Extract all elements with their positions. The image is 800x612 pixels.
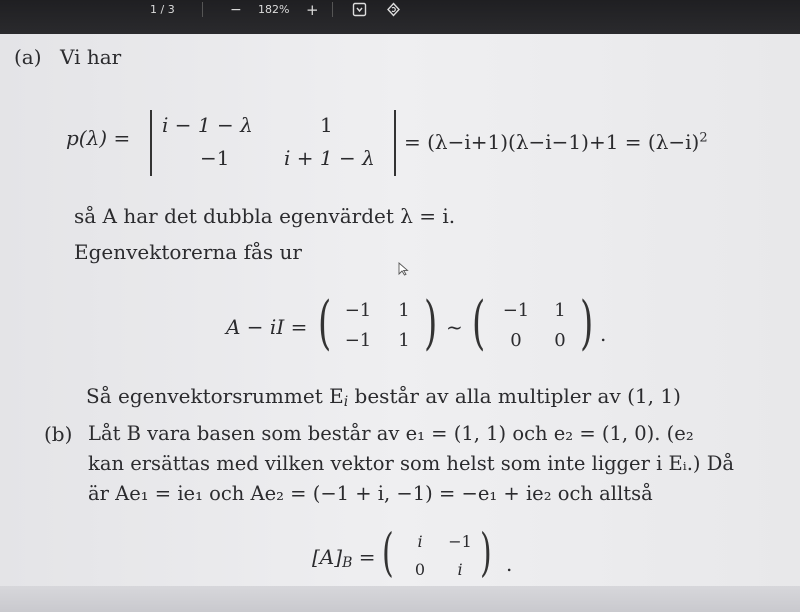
m3-r1c2: −1: [448, 532, 472, 551]
m1-r2c1: −1: [344, 330, 372, 351]
equals-sign: =: [352, 545, 376, 569]
matrix-period: .: [506, 552, 513, 576]
matrix1-right-paren: ): [424, 290, 438, 358]
determinant-bar-left: [150, 110, 152, 176]
part-a-intro: Vi har: [60, 45, 122, 69]
eigenspace-text: Så egenvektorsrummet E: [86, 384, 344, 408]
part-b-line3: är Ae₁ = ie₁ och Ae₂ = (−1 + i, −1) = −e₁ + ie₂ och alltså: [88, 482, 653, 505]
determinant-bar-right: [394, 110, 396, 176]
fit-page-icon[interactable]: [352, 2, 367, 17]
zoom-in-button[interactable]: +: [306, 1, 319, 19]
matrix1-left-paren: (: [318, 290, 332, 358]
similar-symbol: ~: [446, 315, 463, 339]
eigenspace-statement: [86, 384, 681, 410]
m3-r2c2: i: [457, 560, 463, 579]
toolbar-divider: [332, 2, 333, 17]
matrix-in-basis-lhs: [312, 545, 375, 571]
eigenspace-text-rest: består av alla multipler av (1, 1): [348, 384, 681, 408]
m2-r1c1: −1: [502, 300, 530, 321]
matrix2-left-paren: (: [472, 290, 486, 358]
eigenvalue-statement: så A har det dubbla egenvärdet λ = i.: [74, 204, 456, 228]
m2-r2c2: 0: [554, 330, 566, 351]
polynomial-expansion: = (λ−i+1)(λ−i−1)+1 = (λ−i): [404, 130, 700, 154]
part-b-line2: kan ersättas med vilken vektor som helst som inte ligger i Eᵢ.) Då: [88, 452, 734, 475]
m2-r2c1: 0: [510, 330, 522, 351]
basis-subscript: B: [342, 555, 353, 571]
matrix-A-bracket: [A]: [312, 545, 343, 569]
part-b-line1: Låt B vara basen som består av e₁ = (1, 1) och e₂ = (1, 0). (e₂: [88, 422, 694, 445]
bottom-strip: [0, 586, 800, 612]
matrix-equation-lhs: A − iI =: [226, 315, 308, 339]
equation-period: .: [600, 322, 607, 346]
pdf-page: [0, 34, 800, 612]
toolbar-divider: [202, 2, 203, 17]
eigenvector-intro: Egenvektorerna fås ur: [74, 240, 302, 264]
det-r1c2: 1: [320, 113, 333, 137]
page-indicator[interactable]: 1 / 3: [150, 3, 175, 16]
matrix3-left-paren: (: [382, 524, 394, 584]
matrix3-right-paren: ): [480, 524, 492, 584]
m1-r1c2: 1: [398, 300, 410, 321]
zoom-level[interactable]: 182%: [258, 3, 290, 16]
mouse-cursor-icon: [398, 262, 409, 276]
pdf-toolbar: [0, 0, 800, 34]
polynomial-exponent: 2: [699, 130, 708, 146]
det-r2c1: −1: [200, 146, 230, 170]
zoom-out-button[interactable]: −: [230, 2, 242, 18]
det-r2c2: i + 1 − λ: [284, 146, 375, 170]
m2-r1c2: 1: [554, 300, 566, 321]
det-r1c1: i − 1 − λ: [162, 113, 253, 137]
matrix2-right-paren: ): [580, 290, 594, 358]
part-b-label: (b): [44, 422, 73, 446]
m3-r1c1: i: [417, 532, 423, 551]
characteristic-polynomial-rhs: [404, 130, 708, 154]
part-a-label: (a): [14, 45, 42, 69]
m3-r2c1: 0: [414, 560, 426, 579]
m1-r1c1: −1: [344, 300, 372, 321]
rotate-icon[interactable]: [386, 2, 401, 17]
m1-r2c2: 1: [398, 330, 410, 351]
characteristic-polynomial-lhs: p(λ) =: [66, 126, 131, 150]
eigenspace-subscript: i: [343, 394, 349, 410]
